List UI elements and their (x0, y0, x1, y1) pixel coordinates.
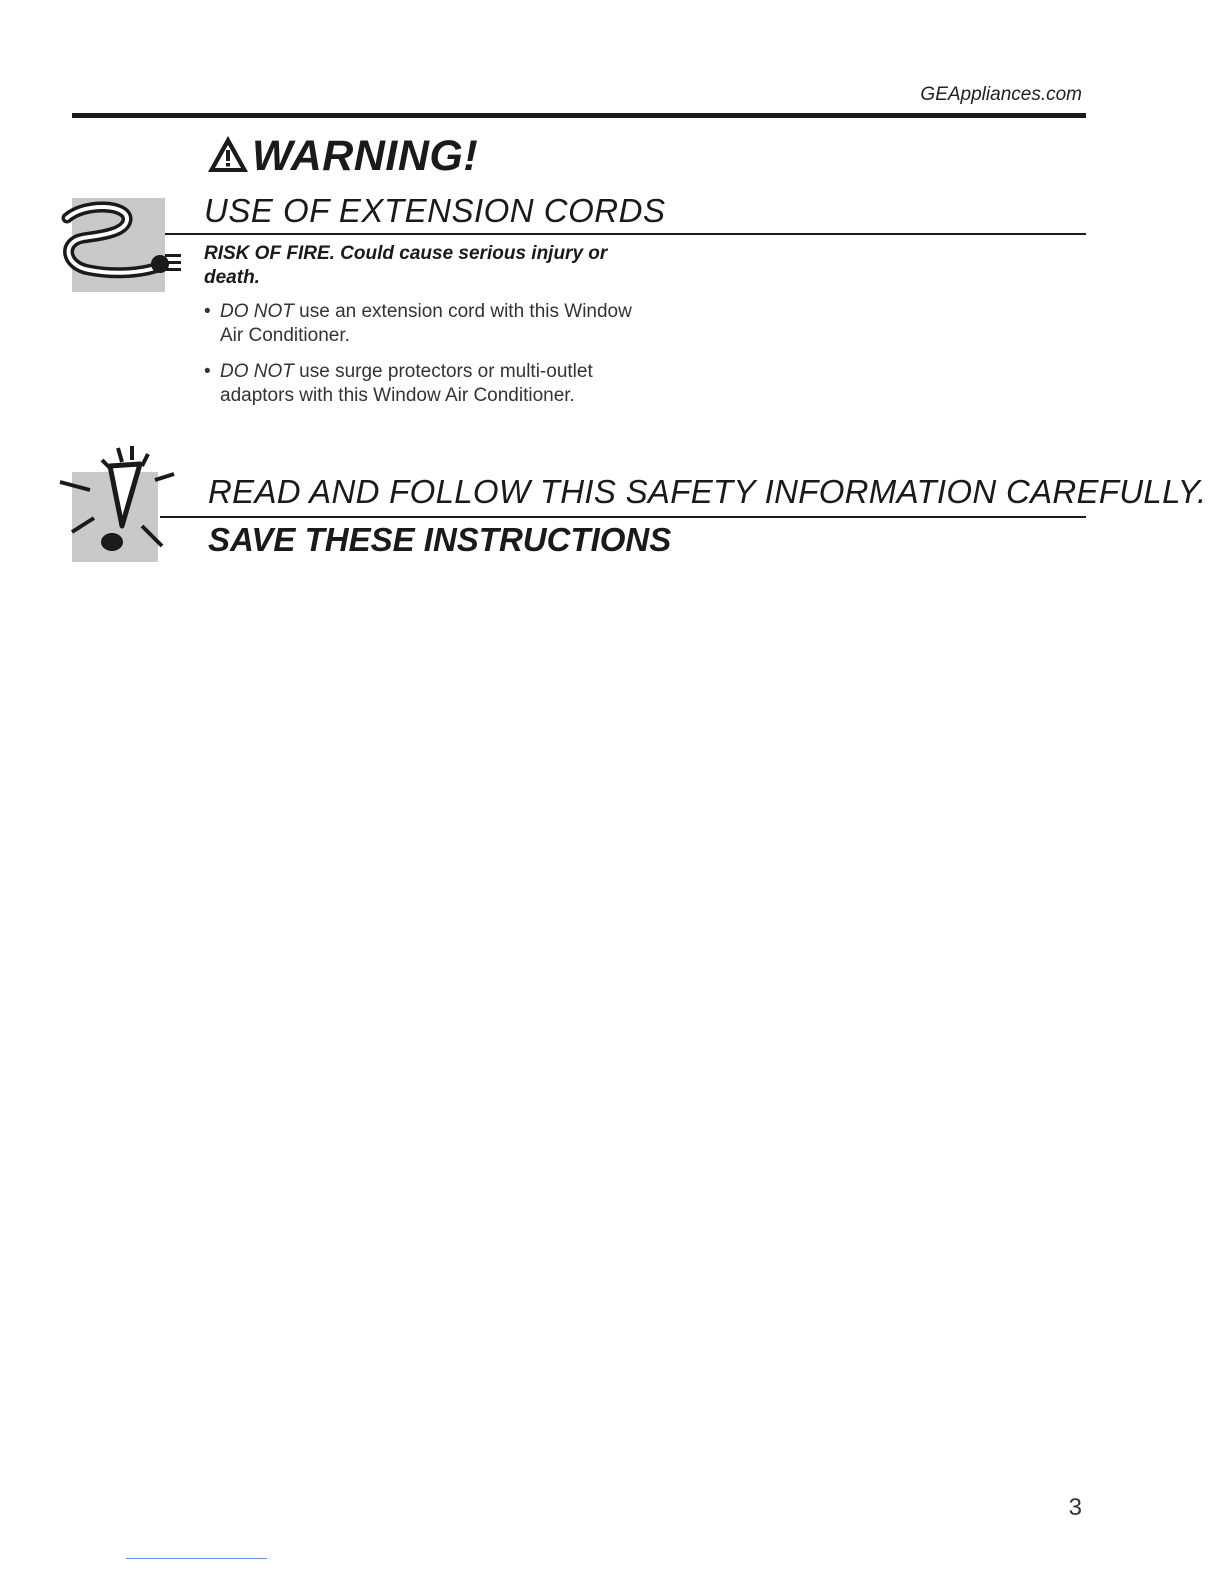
bullet-text: use an extension cord with this Window Air Conditioner. (220, 301, 632, 346)
list-item (204, 360, 644, 408)
extension-cord-rules (204, 300, 644, 420)
bullet-dot: • (204, 361, 211, 382)
warning-heading (206, 134, 478, 178)
site-url: GEAppliances.com (920, 84, 1082, 105)
notice-divider (160, 516, 1086, 518)
bullet-dot: • (204, 301, 211, 322)
read-follow-notice: READ AND FOLLOW THIS SAFETY INFORMATION CAREFULLY. (208, 473, 1207, 510)
save-instructions-heading: SAVE THESE INSTRUCTIONS (208, 521, 672, 558)
extension-cords-title: USE OF EXTENSION CORDS (204, 192, 666, 229)
risk-statement: RISK OF FIRE. Could cause serious injury or death. (204, 243, 608, 288)
footer-link-underline (126, 1558, 267, 1559)
page-number: 3 (1068, 1494, 1082, 1521)
extension-cord-icon (55, 196, 185, 292)
warning-label: WARNING! (252, 132, 479, 180)
bullet-text: use surge protectors or multi-outlet adaptors with this Window Air Conditioner. (220, 361, 593, 406)
warning-triangle-icon (206, 134, 250, 174)
emphasis-text: DO NOT (220, 301, 294, 322)
top-divider (72, 113, 1086, 118)
section-divider (165, 233, 1086, 235)
emphasis-text: DO NOT (220, 361, 294, 382)
list-item (204, 300, 644, 348)
alert-exclamation-icon (50, 440, 190, 570)
